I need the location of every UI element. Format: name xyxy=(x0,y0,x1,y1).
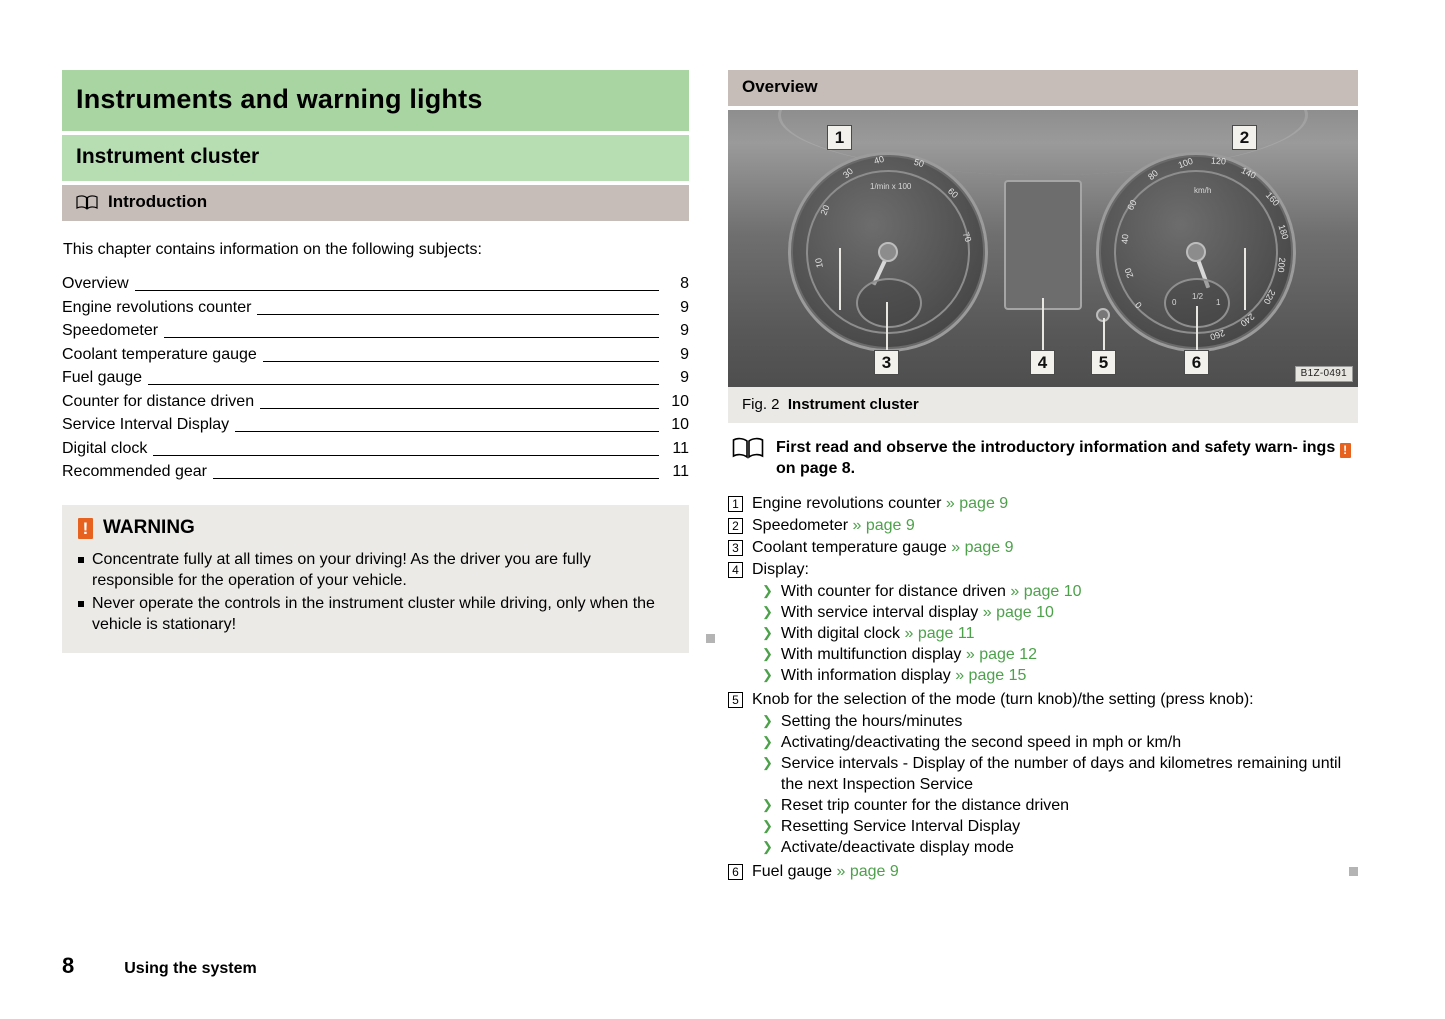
legend-subitem-text xyxy=(781,665,1358,686)
section-end-marker xyxy=(706,634,715,643)
legend-subitem-text: Setting the hours/minutes xyxy=(780,713,963,730)
toc-row xyxy=(62,297,689,319)
legend-item-3 xyxy=(728,537,1358,558)
toc-page: 8 xyxy=(680,275,689,292)
warning-bullet xyxy=(78,549,673,591)
legend-text xyxy=(752,689,1254,710)
legend-item-2 xyxy=(728,515,1358,536)
chevron-right-icon: ❯ xyxy=(762,797,773,812)
legend-subitem-text: Activating/deactivating the second speed in mph or km/h xyxy=(780,734,1182,751)
toc-leader xyxy=(260,396,659,409)
rev-tick-60: 60 xyxy=(945,185,961,201)
toc-row xyxy=(62,391,689,413)
fuel-tick-0: 0 xyxy=(1172,298,1177,307)
page-reference[interactable]: » page 12 xyxy=(965,646,1038,663)
legend-subitem-text xyxy=(781,581,1358,602)
toc-leader xyxy=(135,278,659,291)
speed-tick-80: 80 xyxy=(1145,167,1161,183)
figure-code: B1Z-0491 xyxy=(1295,366,1353,382)
speed-tick-0: 0 xyxy=(1133,299,1144,311)
read-first-line1: First read and observe the introductory information and safety warn- xyxy=(776,439,1298,456)
legend-list xyxy=(728,493,1358,882)
introduction-label: Introduction xyxy=(108,192,208,211)
read-first-line3: on page 8. xyxy=(776,460,856,477)
rev-tick-70: 70 xyxy=(960,230,974,244)
chevron-right-icon: ❯ xyxy=(762,755,773,770)
legend-label: Knob for the selection of the mode (turn knob)/the setting (press knob): xyxy=(752,691,1254,708)
rev-tick-40: 40 xyxy=(872,153,886,167)
toc-label: Recommended gear xyxy=(62,463,207,480)
toc-row xyxy=(62,438,689,460)
speed-tick-220: 220 xyxy=(1261,288,1278,306)
callout-5: 5 xyxy=(1091,350,1116,375)
legend-text xyxy=(752,515,915,536)
square-bullet-icon xyxy=(78,557,84,563)
speed-tick-140: 140 xyxy=(1239,165,1258,181)
legend-item-6 xyxy=(728,861,1358,882)
legend-subitem-text xyxy=(781,644,1358,665)
toc-label: Service Interval Display xyxy=(62,416,230,433)
legend-subitem-label: With counter for distance driven xyxy=(780,583,1006,600)
toc-row xyxy=(62,344,689,366)
page-reference[interactable]: » page 11 xyxy=(904,625,975,642)
legend-label: Coolant temperature gauge xyxy=(752,539,947,556)
warning-icon-inline: ! xyxy=(1340,443,1351,458)
toc-leader xyxy=(153,443,659,456)
legend-subitem-text xyxy=(781,623,1358,644)
overview-bar: Overview xyxy=(728,70,1358,106)
legend-subitem xyxy=(762,665,1358,686)
warning-title: WARNING xyxy=(103,517,195,538)
legend-subitem xyxy=(762,711,1358,732)
page-reference[interactable]: » page 9 xyxy=(951,539,1014,556)
table-of-contents xyxy=(62,273,689,483)
legend-subitem xyxy=(762,732,1358,753)
toc-row xyxy=(62,461,689,483)
toc-row xyxy=(62,367,689,389)
legend-label: Speedometer xyxy=(752,517,849,534)
instrument-cluster-illustration xyxy=(728,110,1358,387)
square-bullet-icon xyxy=(78,601,84,607)
legend-subitem-text: Resetting Service Interval Display xyxy=(780,818,1021,835)
speed-tick-180: 180 xyxy=(1276,223,1291,241)
toc-label: Counter for distance driven xyxy=(62,392,255,410)
legend-subitem xyxy=(762,581,1358,602)
legend-number: 2 xyxy=(728,518,743,534)
legend-subitem xyxy=(762,753,1358,795)
section-end-marker xyxy=(1349,867,1358,876)
legend-text xyxy=(752,493,1008,514)
speed-tick-40: 40 xyxy=(1119,233,1131,245)
book-icon xyxy=(76,195,98,210)
legend-subitem-label: With multifunction display xyxy=(780,646,962,663)
fuel-tick-full: 1 xyxy=(1216,298,1221,307)
legend-subitem xyxy=(762,644,1358,665)
intro-paragraph: This chapter contains information on the following subjects: xyxy=(63,241,482,258)
page-reference[interactable]: » page 9 xyxy=(852,517,915,534)
speed-tick-20: 20 xyxy=(1122,266,1136,280)
center-display-screen xyxy=(1004,180,1082,310)
speed-unit-label: km/h xyxy=(1194,186,1212,195)
legend-subitem xyxy=(762,816,1358,837)
legend-label: Display: xyxy=(752,561,809,578)
toc-page: 10 xyxy=(671,416,689,433)
warning-box xyxy=(62,505,689,653)
legend-text xyxy=(752,861,899,882)
toc-leader xyxy=(257,302,659,315)
legend-number: 1 xyxy=(728,496,743,512)
legend-subitem-label: With digital clock xyxy=(780,625,901,642)
chevron-right-icon: ❯ xyxy=(762,625,773,640)
speed-tick-120: 120 xyxy=(1210,155,1227,167)
toc-label: Digital clock xyxy=(62,439,148,457)
page-reference[interactable]: » page 9 xyxy=(945,495,1009,512)
toc-row xyxy=(62,320,689,342)
legend-subitem-text: Activate/deactivate display mode xyxy=(780,839,1014,856)
speed-tick-160: 160 xyxy=(1263,190,1282,208)
page-reference[interactable]: » page 10 xyxy=(1010,583,1082,600)
introduction-bar xyxy=(62,185,689,221)
coolant-temp-subdial xyxy=(856,278,922,328)
legend-number: 6 xyxy=(728,864,743,880)
callout-2: 2 xyxy=(1232,125,1257,150)
legend-subitem xyxy=(762,623,1358,644)
read-first-line2: ings xyxy=(1302,439,1340,456)
toc-page: 11 xyxy=(672,463,689,480)
legend-number: 5 xyxy=(728,692,743,708)
left-column xyxy=(62,70,689,653)
chevron-right-icon: ❯ xyxy=(762,604,773,619)
warning-bullet xyxy=(78,593,673,635)
toc-leader xyxy=(263,349,659,362)
chevron-right-icon: ❯ xyxy=(762,818,773,833)
rev-tick-50: 50 xyxy=(912,156,926,170)
toc-page: 9 xyxy=(680,322,689,339)
figure-number: Fig. 2 xyxy=(742,396,780,413)
chevron-right-icon: ❯ xyxy=(762,583,773,598)
warning-bullet-text: Never operate the controls in the instrument cluster while driving, only when the vehicle is stationary! xyxy=(92,595,655,633)
toc-page: 9 xyxy=(680,298,689,316)
toc-label: Overview xyxy=(62,275,129,292)
callout-3: 3 xyxy=(874,350,899,375)
rev-tick-20: 20 xyxy=(818,203,832,217)
callout-4: 4 xyxy=(1030,350,1055,375)
book-icon xyxy=(732,437,764,459)
legend-subitem xyxy=(762,602,1358,623)
page-reference[interactable]: » page 15 xyxy=(955,667,1027,684)
page-reference[interactable]: » page 9 xyxy=(836,863,899,880)
read-first-text xyxy=(776,437,1358,479)
chevron-right-icon: ❯ xyxy=(762,839,773,854)
chevron-right-icon: ❯ xyxy=(762,667,773,682)
legend-text xyxy=(752,559,809,580)
legend-subitem xyxy=(762,837,1358,858)
chevron-right-icon: ❯ xyxy=(762,713,773,728)
chapter-title: Instruments and warning lights xyxy=(62,70,689,131)
legend-subitem-label: With information display xyxy=(780,667,951,684)
legend-subitem-text: Reset trip counter for the distance driven xyxy=(780,797,1070,814)
figure-caption xyxy=(728,387,1358,423)
footer-section-label: Using the system xyxy=(124,960,257,977)
toc-row xyxy=(62,414,689,436)
warning-bullet-text: Concentrate fully at all times on your driving! As the driver you are fully responsible for the operation of your vehicle. xyxy=(92,551,591,589)
legend-subitem xyxy=(762,795,1358,816)
toc-page: 11 xyxy=(672,439,689,457)
leader-line-2 xyxy=(1244,248,1246,310)
rev-tick-30: 30 xyxy=(840,165,856,181)
figure-title: Instrument cluster xyxy=(787,396,919,413)
section-title: Instrument cluster xyxy=(62,135,689,181)
page-number: 8 xyxy=(62,953,75,978)
page-footer xyxy=(62,953,257,979)
toc-leader xyxy=(213,466,659,479)
speed-tick-100: 100 xyxy=(1176,155,1195,171)
chevron-right-icon: ❯ xyxy=(762,734,773,749)
legend-subitem-text: Service intervals - Display of the number of days and kilometres remaining until the next Inspection Service xyxy=(780,755,1342,793)
toc-page: 9 xyxy=(680,345,689,363)
toc-leader xyxy=(235,419,659,432)
callout-6: 6 xyxy=(1184,350,1209,375)
toc-label: Engine revolutions counter xyxy=(62,298,252,316)
page-reference[interactable]: » page 10 xyxy=(982,604,1054,621)
speed-tick-260: 260 xyxy=(1208,327,1227,343)
fuel-tick-half: 1/2 xyxy=(1192,292,1204,301)
leader-line-1 xyxy=(839,248,841,310)
warning-header xyxy=(78,517,673,539)
toc-page: 9 xyxy=(680,369,689,386)
toc-label: Fuel gauge xyxy=(62,369,143,386)
legend-number: 4 xyxy=(728,562,743,578)
legend-text xyxy=(752,537,1014,558)
legend-subitem-label: With service interval display xyxy=(780,604,979,621)
legend-item-4 xyxy=(728,559,1358,580)
chevron-right-icon: ❯ xyxy=(762,646,773,661)
legend-label: Fuel gauge xyxy=(752,863,833,880)
toc-leader xyxy=(164,325,659,338)
toc-page: 10 xyxy=(671,392,689,410)
legend-item-1 xyxy=(728,493,1358,514)
toc-leader xyxy=(148,372,659,385)
speed-tick-200: 200 xyxy=(1275,257,1288,273)
legend-item-5 xyxy=(728,689,1358,710)
toc-label: Speedometer xyxy=(62,322,159,339)
speed-needle-hub xyxy=(1186,242,1206,262)
callout-1: 1 xyxy=(827,125,852,150)
right-column xyxy=(728,70,1358,883)
toc-label: Coolant temperature gauge xyxy=(62,345,257,363)
speed-tick-60: 60 xyxy=(1125,198,1139,212)
figure-block xyxy=(728,110,1358,423)
read-first-note xyxy=(728,437,1358,479)
legend-subitem-text xyxy=(781,602,1358,623)
rev-unit-label: 1/min x 100 xyxy=(870,182,912,191)
warning-icon: ! xyxy=(78,518,93,539)
legend-label: Engine revolutions counter xyxy=(752,495,942,512)
legend-number: 3 xyxy=(728,540,743,556)
toc-row xyxy=(62,273,689,295)
rev-needle-hub xyxy=(878,242,898,262)
rev-tick-10: 10 xyxy=(813,257,825,269)
speed-tick-240: 240 xyxy=(1238,311,1257,329)
